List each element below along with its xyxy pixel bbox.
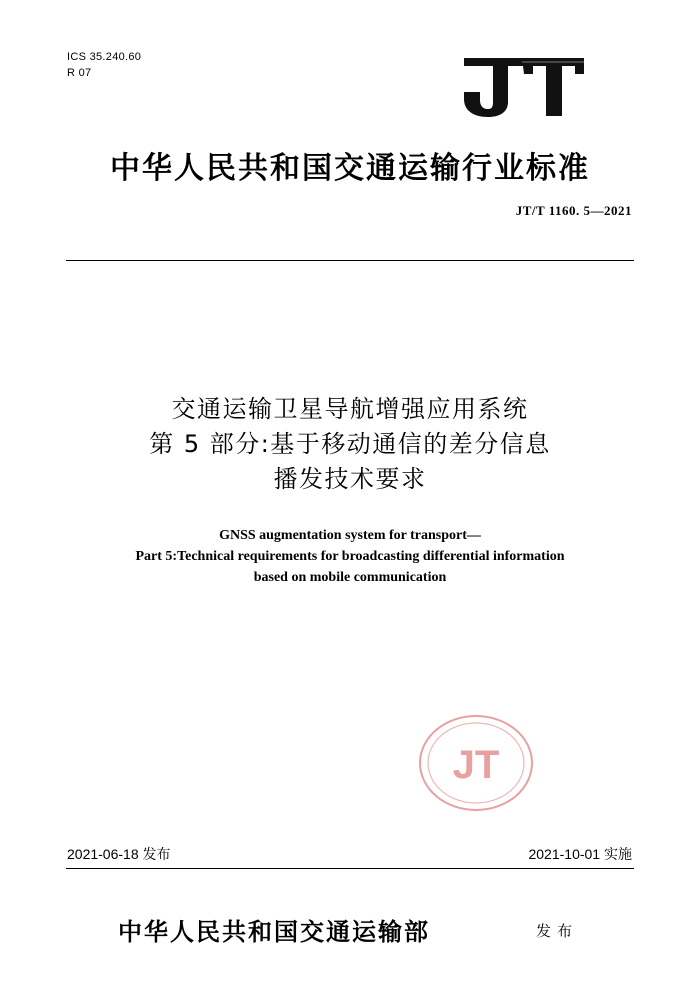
issuing-authority: 中华人民共和国交通运输部 [118,917,430,946]
ics-code: ICS 35.240.60 [67,51,142,63]
english-title-line-3: based on mobile communication [253,570,447,585]
english-title [0,525,700,588]
jt-logo-icon [462,56,586,118]
chinese-title-line-3: 播发技术要求 [273,465,427,493]
bottom-divider [66,868,634,869]
jt-seal-watermark-icon [418,714,534,812]
english-title-line-1: GNSS augmentation system for transport— [219,528,481,543]
issue-label: 发布 [536,922,579,940]
implement-date: 2021-10-01 实施 [528,846,632,862]
publish-date: 2021-06-18 发布 [67,846,171,862]
svg-text:JT: JT [452,743,500,787]
chinese-title-line-1: 交通运输卫星导航增强应用系统 [171,395,529,423]
standard-category-title: 中华人民共和国交通运输行业标准 [110,151,590,186]
ccs-code: R 07 [67,67,92,79]
standard-code: JT/T 1160. 5—2021 [515,203,632,218]
classification-codes [67,50,141,82]
english-title-line-2: Part 5:Technical requirements for broadcasting differential information [135,549,565,564]
top-divider [66,260,634,261]
chinese-title-line-2: 第 5 部分:基于移动通信的差分信息 [149,430,551,458]
chinese-title [0,392,700,497]
